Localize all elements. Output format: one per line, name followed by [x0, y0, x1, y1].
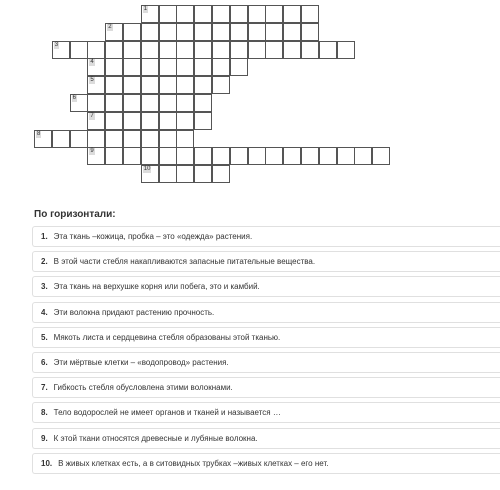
clue-text: Гибкость стебля обусловлена этими волокнами. [53, 383, 233, 393]
crossword-cell-number: 8 [37, 130, 41, 137]
crossword-cell[interactable] [159, 5, 177, 23]
crossword-cell[interactable] [301, 23, 319, 41]
crossword-cell[interactable] [87, 112, 105, 130]
crossword-cell[interactable] [230, 41, 248, 59]
crossword-cell[interactable] [159, 76, 177, 94]
crossword-cell[interactable] [230, 58, 248, 76]
crossword-cell[interactable] [212, 58, 230, 76]
crossword-cell[interactable] [212, 165, 230, 183]
crossword-cell[interactable] [176, 165, 194, 183]
crossword-cell[interactable] [87, 58, 105, 76]
crossword-cell[interactable] [230, 5, 248, 23]
crossword-cell[interactable] [105, 112, 123, 130]
crossword-cell[interactable] [248, 147, 266, 165]
crossword-cell[interactable] [283, 23, 301, 41]
crossword-cell[interactable] [194, 41, 212, 59]
crossword-cell[interactable] [141, 76, 159, 94]
clue-text: Эта ткань на верхушке корня или побега, это и камбий. [53, 282, 260, 292]
clue-number: 5. [41, 332, 48, 342]
clue-text: В этой части стебля накапливаются запасные питательные вещества. [53, 257, 316, 267]
crossword-cell[interactable] [141, 165, 159, 183]
crossword-cell[interactable] [265, 23, 283, 41]
crossword-cell[interactable] [159, 58, 177, 76]
clue-number: 2. [41, 257, 48, 267]
crossword-cell[interactable] [212, 41, 230, 59]
crossword-cell[interactable] [141, 58, 159, 76]
crossword-cell-number: 2 [108, 23, 112, 30]
crossword-cell[interactable] [105, 147, 123, 165]
crossword-cell[interactable] [301, 5, 319, 23]
crossword-cell[interactable] [159, 147, 177, 165]
crossword-cell[interactable] [354, 147, 372, 165]
crossword-cell[interactable] [123, 41, 141, 59]
clue-text: Тело водорослей не имеет органов и тканей и называется … [53, 408, 281, 418]
crossword-cell-number: 6 [72, 95, 76, 101]
crossword-cell-number: 4 [90, 59, 94, 66]
crossword-cell[interactable] [176, 112, 194, 130]
clue-text: Эти мёртвые клетки – «водопровод» растения. [53, 357, 229, 367]
clue-text: В живых клетках есть, а в ситовидных трубках –живых клетках – его нет. [58, 458, 329, 468]
crossword-cell[interactable] [212, 23, 230, 41]
crossword-cell[interactable] [212, 147, 230, 165]
clue-text: Эти волокна придают растению прочность. [53, 307, 215, 317]
crossword-cell[interactable] [176, 147, 194, 165]
crossword-cell[interactable] [105, 58, 123, 76]
section-title: По горизонтали: [34, 209, 116, 220]
crossword-cell[interactable] [159, 94, 177, 112]
clue-number: 1. [41, 232, 48, 241]
crossword-grid [0, 0, 500, 190]
crossword-cell[interactable] [87, 76, 105, 94]
crossword-cell[interactable] [212, 5, 230, 23]
crossword-cell[interactable] [141, 147, 159, 165]
crossword-cell[interactable] [123, 130, 141, 148]
crossword-cell[interactable] [87, 130, 105, 148]
clue-item [32, 428, 500, 449]
crossword-cell[interactable] [194, 76, 212, 94]
clue-item [32, 251, 500, 272]
crossword-cell[interactable] [159, 165, 177, 183]
crossword-cell[interactable] [105, 94, 123, 112]
crossword-cell[interactable] [176, 41, 194, 59]
clue-number: 3. [41, 282, 48, 292]
crossword-cell[interactable] [265, 41, 283, 59]
clue-item [32, 327, 500, 348]
crossword-cell[interactable] [70, 41, 88, 59]
crossword-cell[interactable] [105, 41, 123, 59]
crossword-cell[interactable] [123, 76, 141, 94]
crossword-cell[interactable] [159, 41, 177, 59]
crossword-cell[interactable] [123, 58, 141, 76]
crossword-cell[interactable] [194, 165, 212, 183]
clue-number: 4. [41, 307, 48, 317]
clue-list [32, 226, 500, 478]
crossword-cell[interactable] [194, 112, 212, 130]
crossword-cell[interactable] [141, 23, 159, 41]
crossword-cell[interactable] [123, 147, 141, 165]
crossword-cell[interactable] [176, 5, 194, 23]
crossword-cell[interactable] [372, 147, 390, 165]
crossword-cell[interactable] [194, 58, 212, 76]
crossword-cell[interactable] [337, 147, 355, 165]
clue-text: Мякоть листа и сердцевина стебля образованы этой тканью. [53, 332, 281, 342]
clue-number: 10. [41, 458, 53, 468]
crossword-cell[interactable] [230, 147, 248, 165]
crossword-cell[interactable] [87, 41, 105, 59]
crossword-cell[interactable] [87, 147, 105, 165]
clue-number: 8. [41, 408, 48, 418]
crossword-cell[interactable] [283, 147, 301, 165]
crossword-cell[interactable] [141, 112, 159, 130]
crossword-cell[interactable] [212, 76, 230, 94]
crossword-cell[interactable] [105, 130, 123, 148]
crossword-cell[interactable] [141, 5, 159, 23]
crossword-cell[interactable] [123, 94, 141, 112]
crossword-cell[interactable] [141, 94, 159, 112]
crossword-cell[interactable] [176, 58, 194, 76]
crossword-cell[interactable] [70, 94, 88, 112]
clue-number: 9. [41, 433, 48, 443]
clue-item [32, 352, 500, 373]
crossword-cell[interactable] [337, 41, 355, 59]
crossword-cell[interactable] [87, 94, 105, 112]
crossword-cell[interactable] [265, 147, 283, 165]
crossword-cell[interactable] [194, 23, 212, 41]
clue-item [32, 453, 500, 474]
crossword-cell-number: 10 [143, 166, 151, 173]
clue-item [32, 377, 500, 398]
crossword-cell[interactable] [141, 130, 159, 148]
crossword-cell[interactable] [194, 94, 212, 112]
crossword-cell[interactable] [159, 130, 177, 148]
crossword-cell[interactable] [123, 23, 141, 41]
clue-text: К этой ткани относятся древесные и лубяные волокна. [53, 433, 258, 443]
crossword-cell[interactable] [248, 5, 266, 23]
crossword-cell[interactable] [248, 41, 266, 59]
crossword-cell[interactable] [265, 5, 283, 23]
crossword-cell[interactable] [159, 112, 177, 130]
crossword-cell[interactable] [52, 130, 70, 148]
crossword-cell[interactable] [194, 147, 212, 165]
crossword-cell[interactable] [123, 112, 141, 130]
crossword-cell[interactable] [70, 130, 88, 148]
crossword-cell[interactable] [176, 23, 194, 41]
crossword-cell[interactable] [176, 130, 194, 148]
crossword-cell-number: 5 [90, 77, 94, 84]
clue-item [32, 402, 500, 423]
clue-item [32, 302, 500, 323]
clue-item [32, 226, 500, 247]
clue-item [32, 276, 500, 297]
crossword-cell[interactable] [283, 41, 301, 59]
crossword-cell[interactable] [141, 41, 159, 59]
crossword-cell[interactable] [52, 41, 70, 59]
crossword-cell[interactable] [283, 5, 301, 23]
crossword-cell-number: 7 [90, 112, 94, 119]
crossword-cell[interactable] [105, 76, 123, 94]
clue-number: 6. [41, 357, 48, 367]
crossword-cell[interactable] [230, 23, 248, 41]
crossword-cell-number: 9 [90, 148, 94, 155]
crossword-cell[interactable] [34, 130, 52, 148]
crossword-cell[interactable] [159, 23, 177, 41]
crossword-cell[interactable] [319, 147, 337, 165]
crossword-cell[interactable] [301, 147, 319, 165]
crossword-cell[interactable] [176, 94, 194, 112]
clue-number: 7. [41, 383, 48, 393]
crossword-cell[interactable] [319, 41, 337, 59]
crossword-cell[interactable] [248, 23, 266, 41]
crossword-cell[interactable] [105, 23, 123, 41]
crossword-cell-number: 3 [54, 41, 59, 48]
crossword-cell-number: 1 [143, 6, 148, 12]
crossword-cell[interactable] [194, 5, 212, 23]
clue-text: Эта ткань –кожица, пробка – это «одежда» растения. [53, 232, 253, 241]
crossword-cell[interactable] [176, 76, 194, 94]
crossword-cell[interactable] [301, 41, 319, 59]
